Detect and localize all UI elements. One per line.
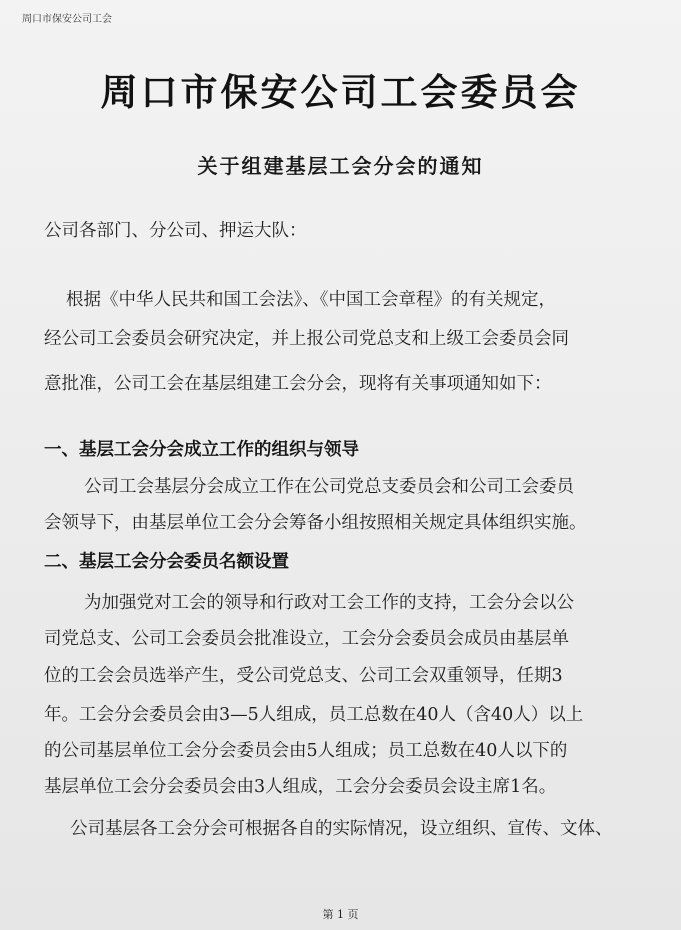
section-2-line: 位的工会会员选举产生，受公司党总支、公司工会双重领导，任期3 [44, 666, 563, 686]
page-number: 第 1 页 [322, 908, 359, 921]
section-2-line: 年。工会分会委员会由3—5人组成，员工总数在40人（含40人）以上 [44, 705, 584, 725]
section-2-line: 司党总支、公司工会委员会批准设立，工会分会委员会成员由基层单 [44, 629, 569, 649]
intro-paragraph-line: 经公司工会委员会研究决定，并上报公司党总支和上级工会委员会同 [44, 329, 569, 349]
section-heading-1: 一、基层工会分会成立工作的组织与领导 [44, 440, 359, 460]
section-2-line: 基层单位工会分会委员会由3人组成，工会分会委员会设主席1名。 [44, 777, 557, 797]
document-subtitle: 关于组建基层工会分会的通知 [197, 154, 484, 178]
section-2-line: 公司基层各工会分会可根据各自的实际情况，设立组织、宣传、文体、 [70, 819, 613, 839]
document-title: 周口市保安公司工会委员会 [100, 70, 581, 114]
section-2-line: 为加强党对工会的领导和行政对工会工作的支持，工会分会以公 [84, 593, 574, 613]
section-2-line: 的公司基层单位工会分会委员会由5人组成；员工总数在40人以下的 [44, 741, 568, 761]
recipients-line: 公司各部门、分公司、押运大队： [44, 221, 307, 241]
section-1-line: 会领导下，由基层单位工会分会筹备小组按照相关规定具体组织实施。 [44, 513, 587, 533]
intro-paragraph-line: 根据《中华人民共和国工会法》、《中国工会章程》的有关规定， [66, 290, 556, 310]
intro-paragraph-line: 意批准，公司工会在基层组建工会分会，现将有关事项通知如下： [44, 374, 552, 394]
section-heading-2: 二、基层工会分会委员名额设置 [44, 552, 289, 572]
header-organization: 周口市保安公司工会 [22, 14, 112, 25]
section-1-line: 公司工会基层分会成立工作在公司党总支委员会和公司工会委员 [84, 477, 574, 497]
